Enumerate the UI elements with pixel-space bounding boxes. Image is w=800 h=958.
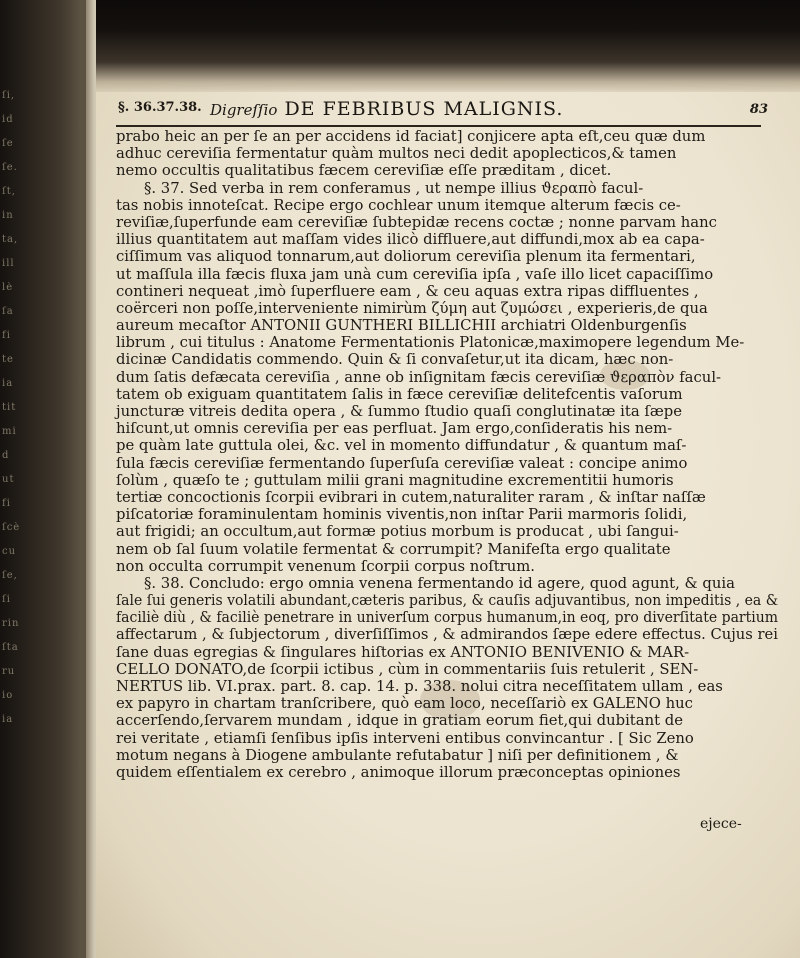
facing-page-fragment: ſt, — [2, 186, 16, 197]
text-line-content: nem ob ſal ſuum volatile fermentat & corrumpit? Manifeſta ergo qualitate — [116, 540, 671, 558]
text-line — [116, 180, 778, 197]
text-line — [116, 609, 778, 626]
text-line-content: tas nobis innoteſcat. Recipe ergo cochlear unum itemque alterum fæcis ce- — [116, 196, 681, 214]
facing-page-fragment: ſe. — [2, 162, 18, 173]
text-line — [116, 541, 778, 558]
text-line — [116, 712, 778, 729]
title-main: DE FEBRIBUS MALIGNIS. — [284, 98, 564, 120]
facing-page-fragment: ſi, — [2, 90, 16, 101]
text-line — [116, 730, 778, 747]
text-line — [116, 162, 778, 179]
text-line-content: CELLO DONATO,de ſcorpii ictibus , cùm in commentariis ſuis retulerit , SEN- — [116, 660, 699, 678]
text-line — [116, 523, 778, 540]
facing-page-fragment: te — [2, 354, 14, 365]
facing-page-fragment: fi — [2, 330, 11, 341]
text-line-content: ex papyro in chartam tranſcribere, quò eam loco, neceſſariò ex GALENO huc — [116, 695, 693, 713]
facing-page-fragment: ta, — [2, 234, 19, 245]
body-text — [116, 128, 778, 781]
facing-page-fragment: ſe — [2, 138, 14, 149]
facing-page-fragment: d — [2, 450, 10, 461]
text-line — [116, 403, 778, 420]
running-header — [118, 98, 768, 124]
text-line — [116, 558, 778, 575]
text-line — [116, 231, 778, 248]
facing-page-fragment: ſa — [2, 306, 14, 317]
facing-page-fragment: lè — [2, 282, 14, 293]
text-line-content: adhuc cereviſia fermentatur quàm multos neci dedit apoplecticos,& tamen — [116, 145, 677, 163]
facing-page-fragment: mi — [2, 426, 17, 437]
facing-page-fragment: ru — [2, 666, 16, 677]
facing-page-fragment: ſcè — [2, 522, 21, 533]
text-line — [116, 455, 778, 472]
text-line — [116, 575, 778, 592]
text-line — [116, 386, 778, 403]
facing-page-fragment: ſe, — [2, 570, 18, 581]
facing-page-fragment: ut — [2, 474, 15, 485]
text-line-content: contineri nequeat ,imò ſuperfluere eam , & ceu aquas extra ripas diffluentes , — [116, 282, 699, 300]
text-line — [116, 248, 778, 265]
text-line — [116, 644, 778, 661]
text-line-content: ſane duas egregias & ſingulares hiſtorias ex ANTONIO BENIVENIO & MAR- — [116, 643, 690, 661]
text-line — [116, 283, 778, 300]
text-line-content: ſolùm , quæſo te ; guttulam milii grani magnitudine excrementitii humoris — [116, 471, 674, 489]
text-line — [116, 317, 778, 334]
page-title — [210, 98, 563, 120]
text-line — [116, 197, 778, 214]
page-number: 83 — [749, 102, 768, 117]
text-line-content: illius quantitatem aut maſſam vides ilicò diffluere,aut diffundi,mox ab ea capa- — [116, 231, 705, 249]
facing-page-fragment: rin — [2, 618, 20, 629]
text-line — [116, 472, 778, 489]
text-line — [116, 145, 778, 162]
text-line-content: NERTUS lib. VI.prax. part. 8. cap. 14. p. 338. nolui citra neceſſitatem ullam , eas — [116, 678, 723, 695]
text-line-content: nemo occultis qualitatibus fæcem cereviſiæ eſſe præditam , dicet. — [116, 162, 612, 180]
text-line-content: ſale ſui generis volatili abundant,cæteris paribus, & cauſis adjuvantibus, non impeditis , ea & — [116, 592, 779, 610]
text-line-content: aureum mecaſtor ANTONII GUNTHERI BILLICHII archiatri Oldenburgenſis — [116, 317, 687, 335]
text-line — [116, 369, 778, 386]
facing-page-fragment: cu — [2, 546, 17, 557]
title-italic: Digreſſio — [210, 101, 278, 119]
page-top-shadow — [96, 0, 800, 92]
facing-page-fragment: ia — [2, 714, 14, 725]
text-line-content: aut frigidi; an occultum,aut formæ potius morbum is producat , ubi ſangui- — [116, 523, 679, 541]
text-line-content: hiſcunt,ut omnis cereviſia per eas perfluat. Jam ergo,conſideratis his nem- — [116, 420, 673, 438]
text-line — [116, 678, 778, 695]
section-reference: §. 36.37.38. — [118, 100, 202, 115]
text-line-content: dum ſatis defæcata cereviſia , anne ob inſignitam fæcis cereviſiæ ϑεραπὸν facul- — [116, 368, 722, 386]
text-line-content: rei veritate , etiamſi ſenſibus ipſis interveni entibus convincantur . [ Sic Zeno — [116, 729, 694, 747]
text-line-content: juncturæ vitreis dedita opera , & ſummo ſtudio quaſi conglutinatæ ita ſæpe — [116, 403, 682, 420]
text-line-content: affectarum , & ſubjectorum , diverſiſſimos , & admirandos ſæpe edere effectus. Cujus rei — [116, 626, 778, 644]
facing-page-fragment: io — [2, 690, 14, 701]
text-line-content: accerſendo,ſervarem mundam , idque in gratiam eorum fiet,qui dubitant de — [116, 712, 683, 730]
facing-page-fragment: id — [2, 114, 14, 125]
text-line-content: ſula fæcis cereviſiæ fermentando ſuperſuſa cereviſiæ valeat : concipe animo — [116, 454, 688, 472]
facing-page-fragment: ſi — [2, 594, 11, 605]
text-line-content: motum negans à Diogene ambulante refutabatur ] niſi per definitionem , & — [116, 746, 679, 764]
text-line-content: prabo heic an per ſe an per accidens id faciat] conjicere apta eſt,ceu quæ dum — [116, 128, 706, 145]
text-line-content: dicinæ Candidatis commendo. Quin & ſi convaſetur,ut ita dicam, hæc non- — [116, 351, 674, 369]
text-line — [116, 747, 778, 764]
text-line — [116, 266, 778, 283]
text-line — [116, 764, 778, 781]
text-line-content: ciſſimum vas aliquod tonnarum,aut doliorum cereviſia plenum ita fermentari, — [116, 248, 696, 266]
text-line-content: tertiæ concoctionis ſcorpii evibrari in cutem,naturaliter raram , & inſtar naſſæ — [116, 488, 706, 506]
text-line — [116, 300, 778, 317]
text-line-content: faciliè diù , & faciliè penetrare in univerſum corpus humanum,in eoq, pro diverſitate partium — [116, 609, 779, 627]
text-line-content: piſcatoriæ foraminulentam hominis viventis,non inſtar Parii marmoris ſolidi, — [116, 506, 688, 524]
text-line-content: §. 38. Concludo: ergo omnia venena fermentando id agere, quod agunt, & quia — [144, 574, 735, 592]
facing-page-fragment: ſta — [2, 642, 19, 653]
text-line-content: tatem ob exiguam quantitatem ſalis in fæce cereviſiæ delitefcentis vaſorum — [116, 385, 683, 403]
text-line — [116, 695, 778, 712]
text-line-content: reviſiæ,ſuperfunde eam cereviſiæ ſubtepidæ recens coctæ ; nonne parvam hanc — [116, 213, 717, 231]
facing-page-fragment: ill — [2, 258, 15, 269]
text-line-content: pe quàm late guttula olei, &c. vel in momento diffundatur , & quantum maſ- — [116, 437, 687, 455]
text-line — [116, 592, 778, 609]
facing-page-fragment: fi — [2, 498, 11, 509]
facing-page-fragment: tit — [2, 402, 17, 413]
facing-page-strip — [0, 0, 86, 958]
text-line — [116, 661, 778, 678]
catchword: ejece- — [700, 816, 742, 832]
text-line — [116, 420, 778, 437]
text-line-content: ut maſſula illa fæcis fluxa jam unà cum cereviſia ipſa , vaſe illo licet capaciſſimo — [116, 265, 714, 283]
text-line-content: librum , cui titulus : Anatome Fermentationis Platonicæ,maximopere legendum Me- — [116, 334, 745, 352]
text-line-content: non occulta corrumpit venenum ſcorpii corpus noſtrum. — [116, 557, 535, 575]
text-line — [116, 626, 778, 643]
text-line — [116, 506, 778, 523]
facing-page-fragment: ia — [2, 378, 14, 389]
text-line — [116, 334, 778, 351]
text-line-content: coërceri non poſſe,interveniente nimirùm ζύμη aut ζυμώσει , experieris,de qua — [116, 299, 708, 317]
text-line-content: quidem eſſentialem ex cerebro , animoque illorum præconceptas opiniones — [116, 763, 681, 781]
text-line — [116, 128, 778, 145]
text-line — [116, 214, 778, 231]
text-line — [116, 437, 778, 454]
facing-page-fragment: in — [2, 210, 14, 221]
text-line — [116, 351, 778, 368]
header-rule — [116, 125, 761, 127]
text-line-content: §. 37. Sed verba in rem conferamus , ut nempe illius ϑεραπὸ facul- — [144, 179, 644, 197]
text-line — [116, 489, 778, 506]
